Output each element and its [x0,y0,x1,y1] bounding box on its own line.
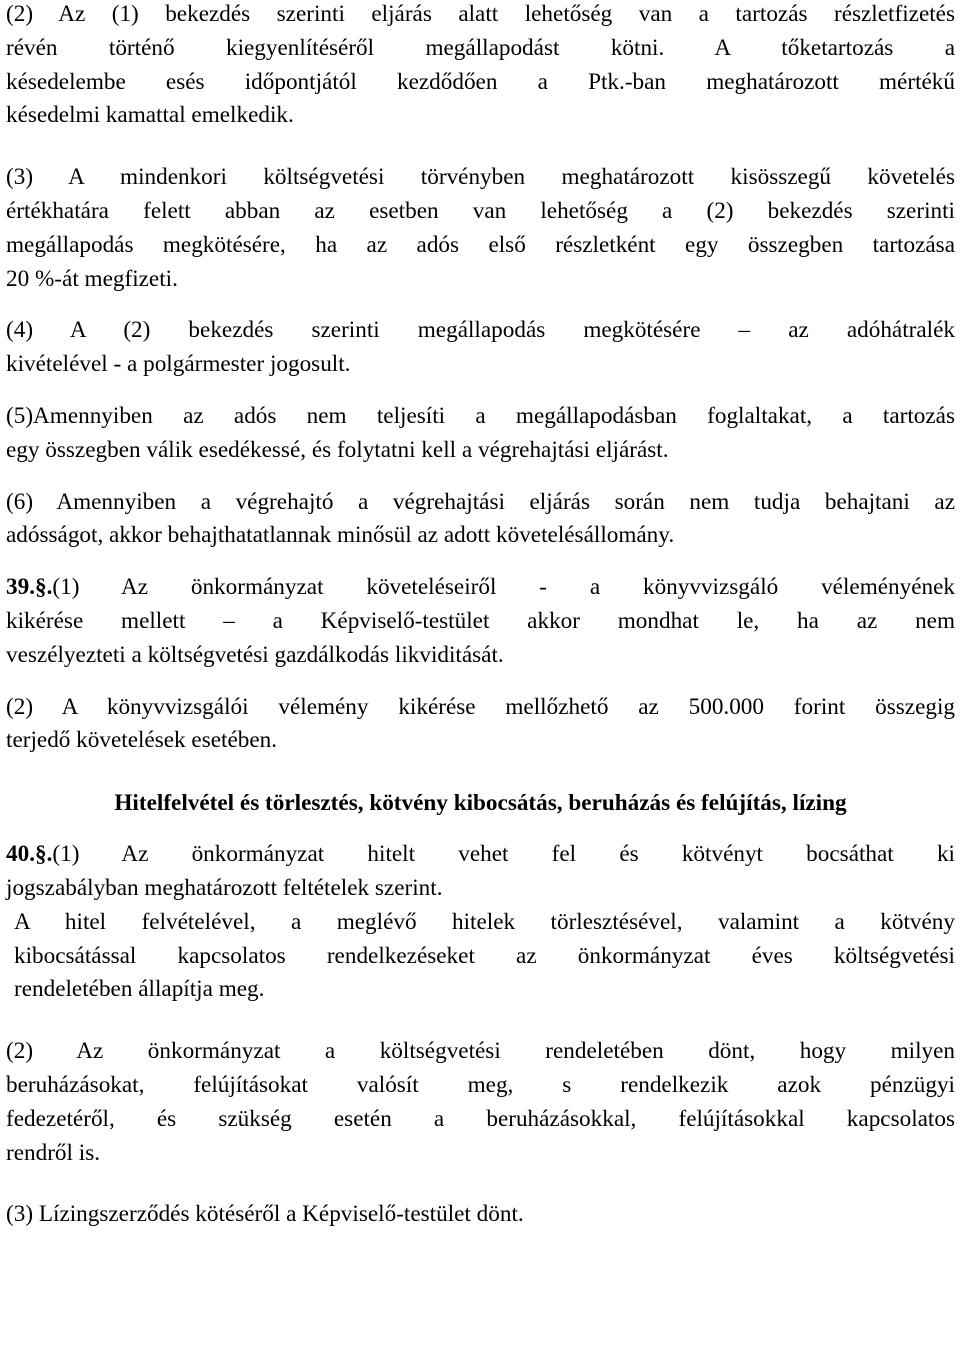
section-heading: Hitelfelvétel és törlesztés, kötvény kibocsátás, beruházás és felújítás, lízing [114,790,847,817]
paragraph-5-default [6,400,955,468]
spacer [6,296,955,314]
text-line: rendről is. [6,1139,101,1166]
text-line: (2) Az önkormányzat a költségvetési rendeletében dönt, hogy milyen [6,1038,955,1065]
text-line: jogszabályban meghatározott feltételek szerint. [6,874,443,901]
spacer [6,673,955,691]
paragraph-40-2-investments [6,1035,955,1170]
text-line: (3) Lízingszerződés kötéséről a Képviselő-testület dönt. [6,1201,524,1228]
spacer [6,1170,955,1198]
spacer [6,382,955,400]
spacer [6,820,955,838]
spacer [6,133,955,161]
text-line: kivételével - a polgármester jogosult. [6,351,351,378]
spacer [6,758,955,786]
text-line: (6) Amennyiben a végrehajtó a végrehajtási eljárás során nem tudja behajtani az [6,488,955,515]
text-line: beruházásokat, felújításokat valósít meg, s rendelkezik azok pénzügyi [6,1071,955,1098]
document-page [6,0,955,1232]
text-line: egy összegben válik esedékessé, és folytatni kell a végrehajtási eljárást. [6,436,669,463]
section-number: 40.§. [6,841,53,868]
text-line: révén történő kiegyenlítéséről megállapodást kötni. A tőketartozás a [6,34,955,61]
section-text: (1) Az önkormányzat követeléseiről - a könyvvizsgáló véleményének [52,574,955,601]
paragraph-40-1-continuation [6,906,955,1007]
text-line: késedelembe esés időpontjától kezdődően a Ptk.-ban meghatározott mértékű [6,68,955,95]
paragraph-6-uncollectible [6,486,955,554]
paragraph-39-2-auditor [6,691,955,759]
paragraph-4-mayor [6,314,955,382]
text-line [6,838,955,872]
text-line: A hitel felvételével, a meglévő hitelek törlesztésével, valamint a kötvény [14,908,955,935]
text-line: 20 %-át megfizeti. [6,265,178,292]
text-line: (5)Amennyiben az adós nem teljesíti a megállapodásban foglaltakat, a tartozás [6,402,955,429]
spacer [6,468,955,486]
text-line: (4) A (2) bekezdés szerinti megállapodás megkötésére – az adóhátralék [6,317,955,344]
text-line: kibocsátással kapcsolatos rendelkezéseket az önkormányzat éves költségvetési [14,942,955,969]
text-line: kikérése mellett – a Képviselő-testület akkor mondhat le, ha az nem [6,607,955,634]
spacer [6,553,955,571]
text-line: értékhatára felett abban az esetben van lehetőség a (2) bekezdés szerinti [6,197,955,224]
text-line [6,571,955,605]
text-line: (2) Az (1) bekezdés szerinti eljárás alatt lehetőség van a tartozás részletfizetés [6,1,955,27]
paragraph-2-installment [6,0,955,133]
spacer [6,1007,955,1035]
text-line: (2) A könyvvizsgálói vélemény kikérése mellőzhető az 500.000 forint összegig [6,693,955,720]
text-line: veszélyezteti a költségvetési gazdálkodás likviditását. [6,641,504,668]
text-line: adósságot, akkor behajthatatlannak minősül az adott követelésállomány. [6,522,675,549]
text-line: (3) A mindenkori költségvetési törvényben meghatározott kisösszegű követelés [6,164,955,191]
text-line: terjedő követelések esetében. [6,727,278,754]
text-line: megállapodás megkötésére, ha az adós első részletként egy összegben tartozása [6,231,955,258]
section-40 [6,838,955,906]
text-line: rendeletében állapítja meg. [14,976,265,1003]
paragraph-40-3-leasing [6,1198,955,1232]
paragraph-3-threshold [6,161,955,296]
text-line: késedelmi kamattal emelkedik. [6,102,294,129]
section-39 [6,571,955,672]
section-text: (1) Az önkormányzat hitelt vehet fel és kötvényt bocsáthat ki [52,841,955,868]
section-number: 39.§. [6,574,53,601]
text-line: fedezetéről, és szükség esetén a beruházásokkal, felújításokkal kapcsolatos [6,1105,955,1132]
